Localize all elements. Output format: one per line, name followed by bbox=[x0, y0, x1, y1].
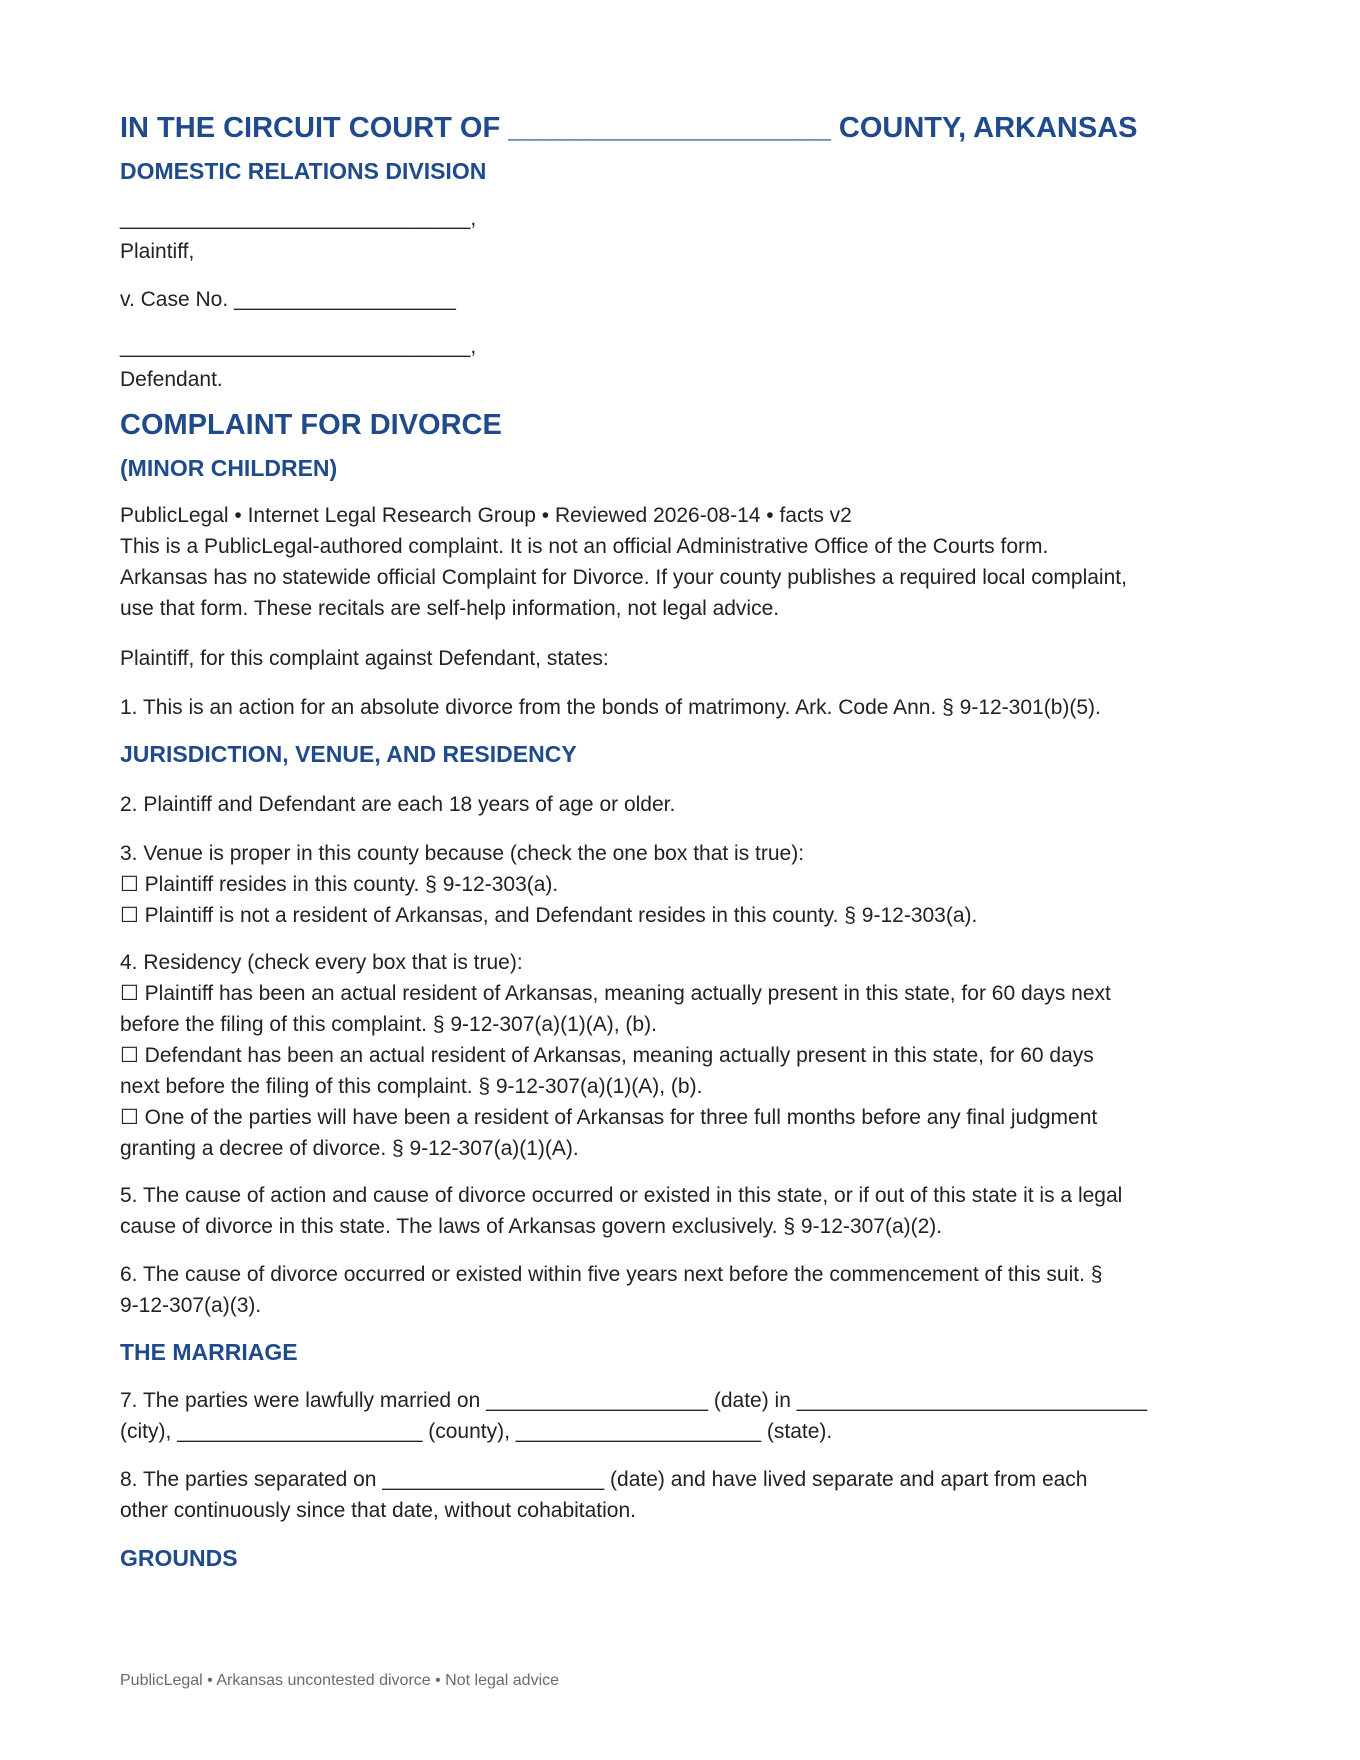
paragraph-1: 1. This is an action for an absolute divorce from the bonds of matrimony. Ark. Code Ann. § 9-12-301(b)(5). bbox=[120, 696, 1101, 719]
paragraph-8-line: 8. The parties separated on ___________________ (date) and have lived separate and apart from each bbox=[120, 1468, 1088, 1491]
section-heading-grounds: GROUNDS bbox=[120, 1545, 238, 1571]
division-heading: DOMESTIC RELATIONS DIVISION bbox=[120, 158, 487, 184]
section-heading-marriage: THE MARRIAGE bbox=[120, 1339, 298, 1365]
paragraph-5-line: 5. The cause of action and cause of divorce occurred or existed in this state, or if out of this state it is a legal bbox=[120, 1184, 1123, 1207]
paragraph-5 bbox=[120, 1180, 1250, 1242]
paragraph-5-line: cause of divorce in this state. The laws of Arkansas govern exclusively. § 9-12-307(a)(2). bbox=[120, 1215, 943, 1238]
paragraph-7 bbox=[120, 1385, 1250, 1447]
court-caption-heading: IN THE CIRCUIT COURT OF ____________________ COUNTY, ARKANSAS bbox=[120, 112, 1138, 144]
page-footer: PublicLegal • Arkansas uncontested divorce • Not legal advice bbox=[120, 1672, 560, 1689]
paragraph-2: 2. Plaintiff and Defendant are each 18 years of age or older. bbox=[120, 793, 676, 816]
residency-checkbox-option[interactable]: ☐ Defendant has been an actual resident of Arkansas, meaning actually present in this state, for 60 days bbox=[120, 1044, 1094, 1067]
paragraph-7-line: (city), _____________________ (county), _____________________ (state). bbox=[120, 1420, 833, 1443]
paragraph-8-line: other continuously since that date, without cohabitation. bbox=[120, 1499, 636, 1522]
notice-line: This is a PublicLegal-authored complaint. It is not an official Administrative Office of the Courts form. bbox=[120, 535, 1049, 558]
paragraph-4 bbox=[120, 947, 1250, 1164]
case-number-line: v. Case No. ___________________ bbox=[120, 288, 456, 311]
plaintiff-name-blank: ______________________________, bbox=[120, 207, 477, 230]
notice-line: Arkansas has no statewide official Complaint for Divorce. If your county publishes a required local complaint, bbox=[120, 566, 1127, 589]
paragraph-3 bbox=[120, 838, 1250, 931]
intro-statement: Plaintiff, for this complaint against Defendant, states: bbox=[120, 647, 609, 670]
venue-checkbox-option[interactable]: ☐ Plaintiff resides in this county. § 9-12-303(a). bbox=[120, 873, 559, 896]
byline: PublicLegal • Internet Legal Research Group • Reviewed 2026-08-14 • facts v2 bbox=[120, 504, 852, 527]
paragraph-6-line: 9-12-307(a)(3). bbox=[120, 1294, 262, 1317]
notice-line: use that form. These recitals are self-help information, not legal advice. bbox=[120, 597, 780, 620]
defendant-label: Defendant. bbox=[120, 368, 223, 391]
paragraph-6 bbox=[120, 1259, 1250, 1321]
residency-option-continuation: granting a decree of divorce. § 9-12-307(a)(1)(A). bbox=[120, 1137, 579, 1160]
paragraph-6-line: 6. The cause of divorce occurred or existed within five years next before the commencement of this suit. § bbox=[120, 1263, 1103, 1286]
venue-checkbox-option[interactable]: ☐ Plaintiff is not a resident of Arkansas, and Defendant resides in this county. § 9-12-303(a). bbox=[120, 904, 978, 927]
notice-block bbox=[120, 500, 1250, 624]
residency-option-continuation: before the filing of this complaint. § 9-12-307(a)(1)(A), (b). bbox=[120, 1013, 657, 1036]
paragraph-8 bbox=[120, 1464, 1250, 1526]
paragraph-3-lead: 3. Venue is proper in this county because (check the one box that is true): bbox=[120, 842, 805, 865]
residency-option-continuation: next before the filing of this complaint. § 9-12-307(a)(1)(A), (b). bbox=[120, 1075, 703, 1098]
plaintiff-label: Plaintiff, bbox=[120, 240, 195, 263]
section-heading-jurisdiction: JURISDICTION, VENUE, AND RESIDENCY bbox=[120, 741, 577, 767]
complaint-subtitle: (MINOR CHILDREN) bbox=[120, 455, 338, 481]
residency-checkbox-option[interactable]: ☐ One of the parties will have been a resident of Arkansas for three full months before any final judgment bbox=[120, 1106, 1098, 1129]
defendant-name-blank: ______________________________, bbox=[120, 335, 477, 358]
residency-checkbox-option[interactable]: ☐ Plaintiff has been an actual resident of Arkansas, meaning actually present in this state, for 60 days next bbox=[120, 982, 1111, 1005]
complaint-title: COMPLAINT FOR DIVORCE bbox=[120, 409, 502, 441]
paragraph-4-lead: 4. Residency (check every box that is true): bbox=[120, 951, 523, 974]
paragraph-7-line: 7. The parties were lawfully married on ___________________ (date) in ______________________________ bbox=[120, 1389, 1148, 1412]
